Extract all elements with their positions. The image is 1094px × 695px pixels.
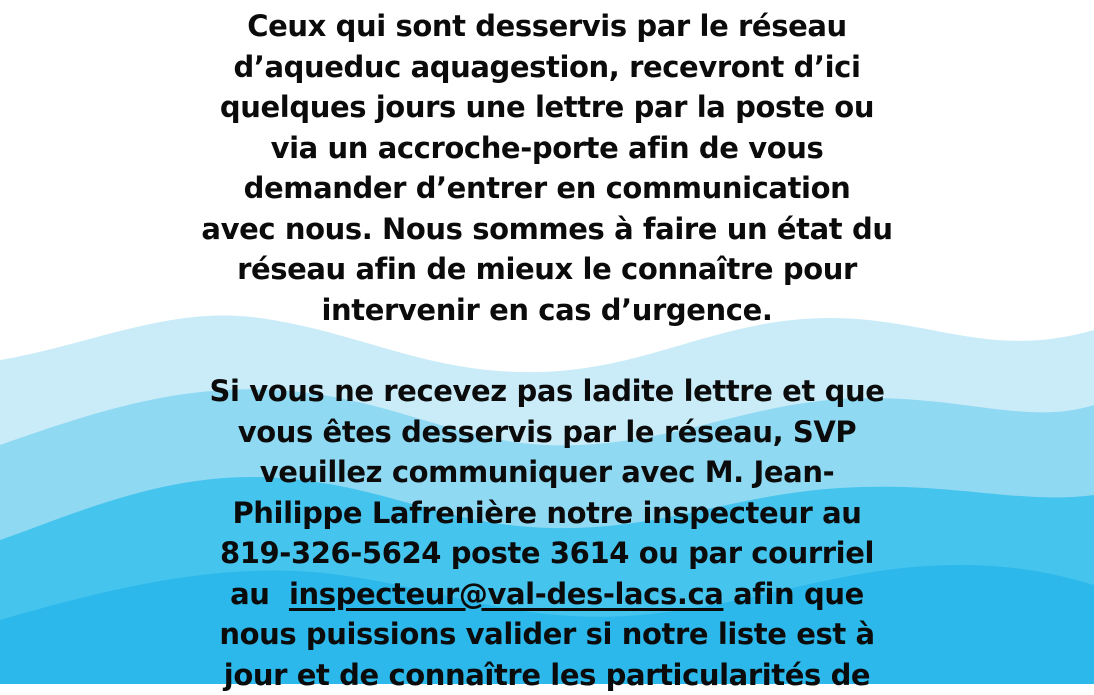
email-line [0, 574, 1094, 615]
intro-line: Ceux qui sont desservis par le réseau [0, 6, 1094, 47]
contact-line: vous êtes desservis par le réseau, SVP [0, 412, 1094, 453]
email-suffix: afin que [723, 577, 863, 611]
contact-line: Si vous ne recevez pas ladite lettre et que [0, 371, 1094, 412]
intro-line: d’aqueduc aquagestion, recevront d’ici [0, 47, 1094, 88]
intro-line: quelques jours une lettre par la poste ou [0, 87, 1094, 128]
intro-line: avec nous. Nous sommes à faire un état du [0, 209, 1094, 250]
intro-line: réseau afin de mieux le connaître pour [0, 249, 1094, 290]
intro-paragraph [0, 6, 1094, 330]
contact-line: nous puissions valider si notre liste est à [0, 614, 1094, 655]
contact-line: 819-326-5624 poste 3614 ou par courriel [0, 533, 1094, 574]
intro-line: demander d’entrer en communication [0, 168, 1094, 209]
email-link[interactable]: inspecteur@val-des-lacs.ca [289, 577, 723, 611]
contact-line: Philippe Lafrenière notre inspecteur au [0, 493, 1094, 534]
intro-line: via un accroche-porte afin de vous [0, 128, 1094, 169]
email-prefix: au [230, 577, 289, 611]
contact-line: veuillez communiquer avec M. Jean- [0, 452, 1094, 493]
intro-line: intervenir en cas d’urgence. [0, 290, 1094, 331]
contact-line: jour et de connaître les particularités de [0, 655, 1094, 695]
contact-paragraph [0, 371, 1094, 695]
